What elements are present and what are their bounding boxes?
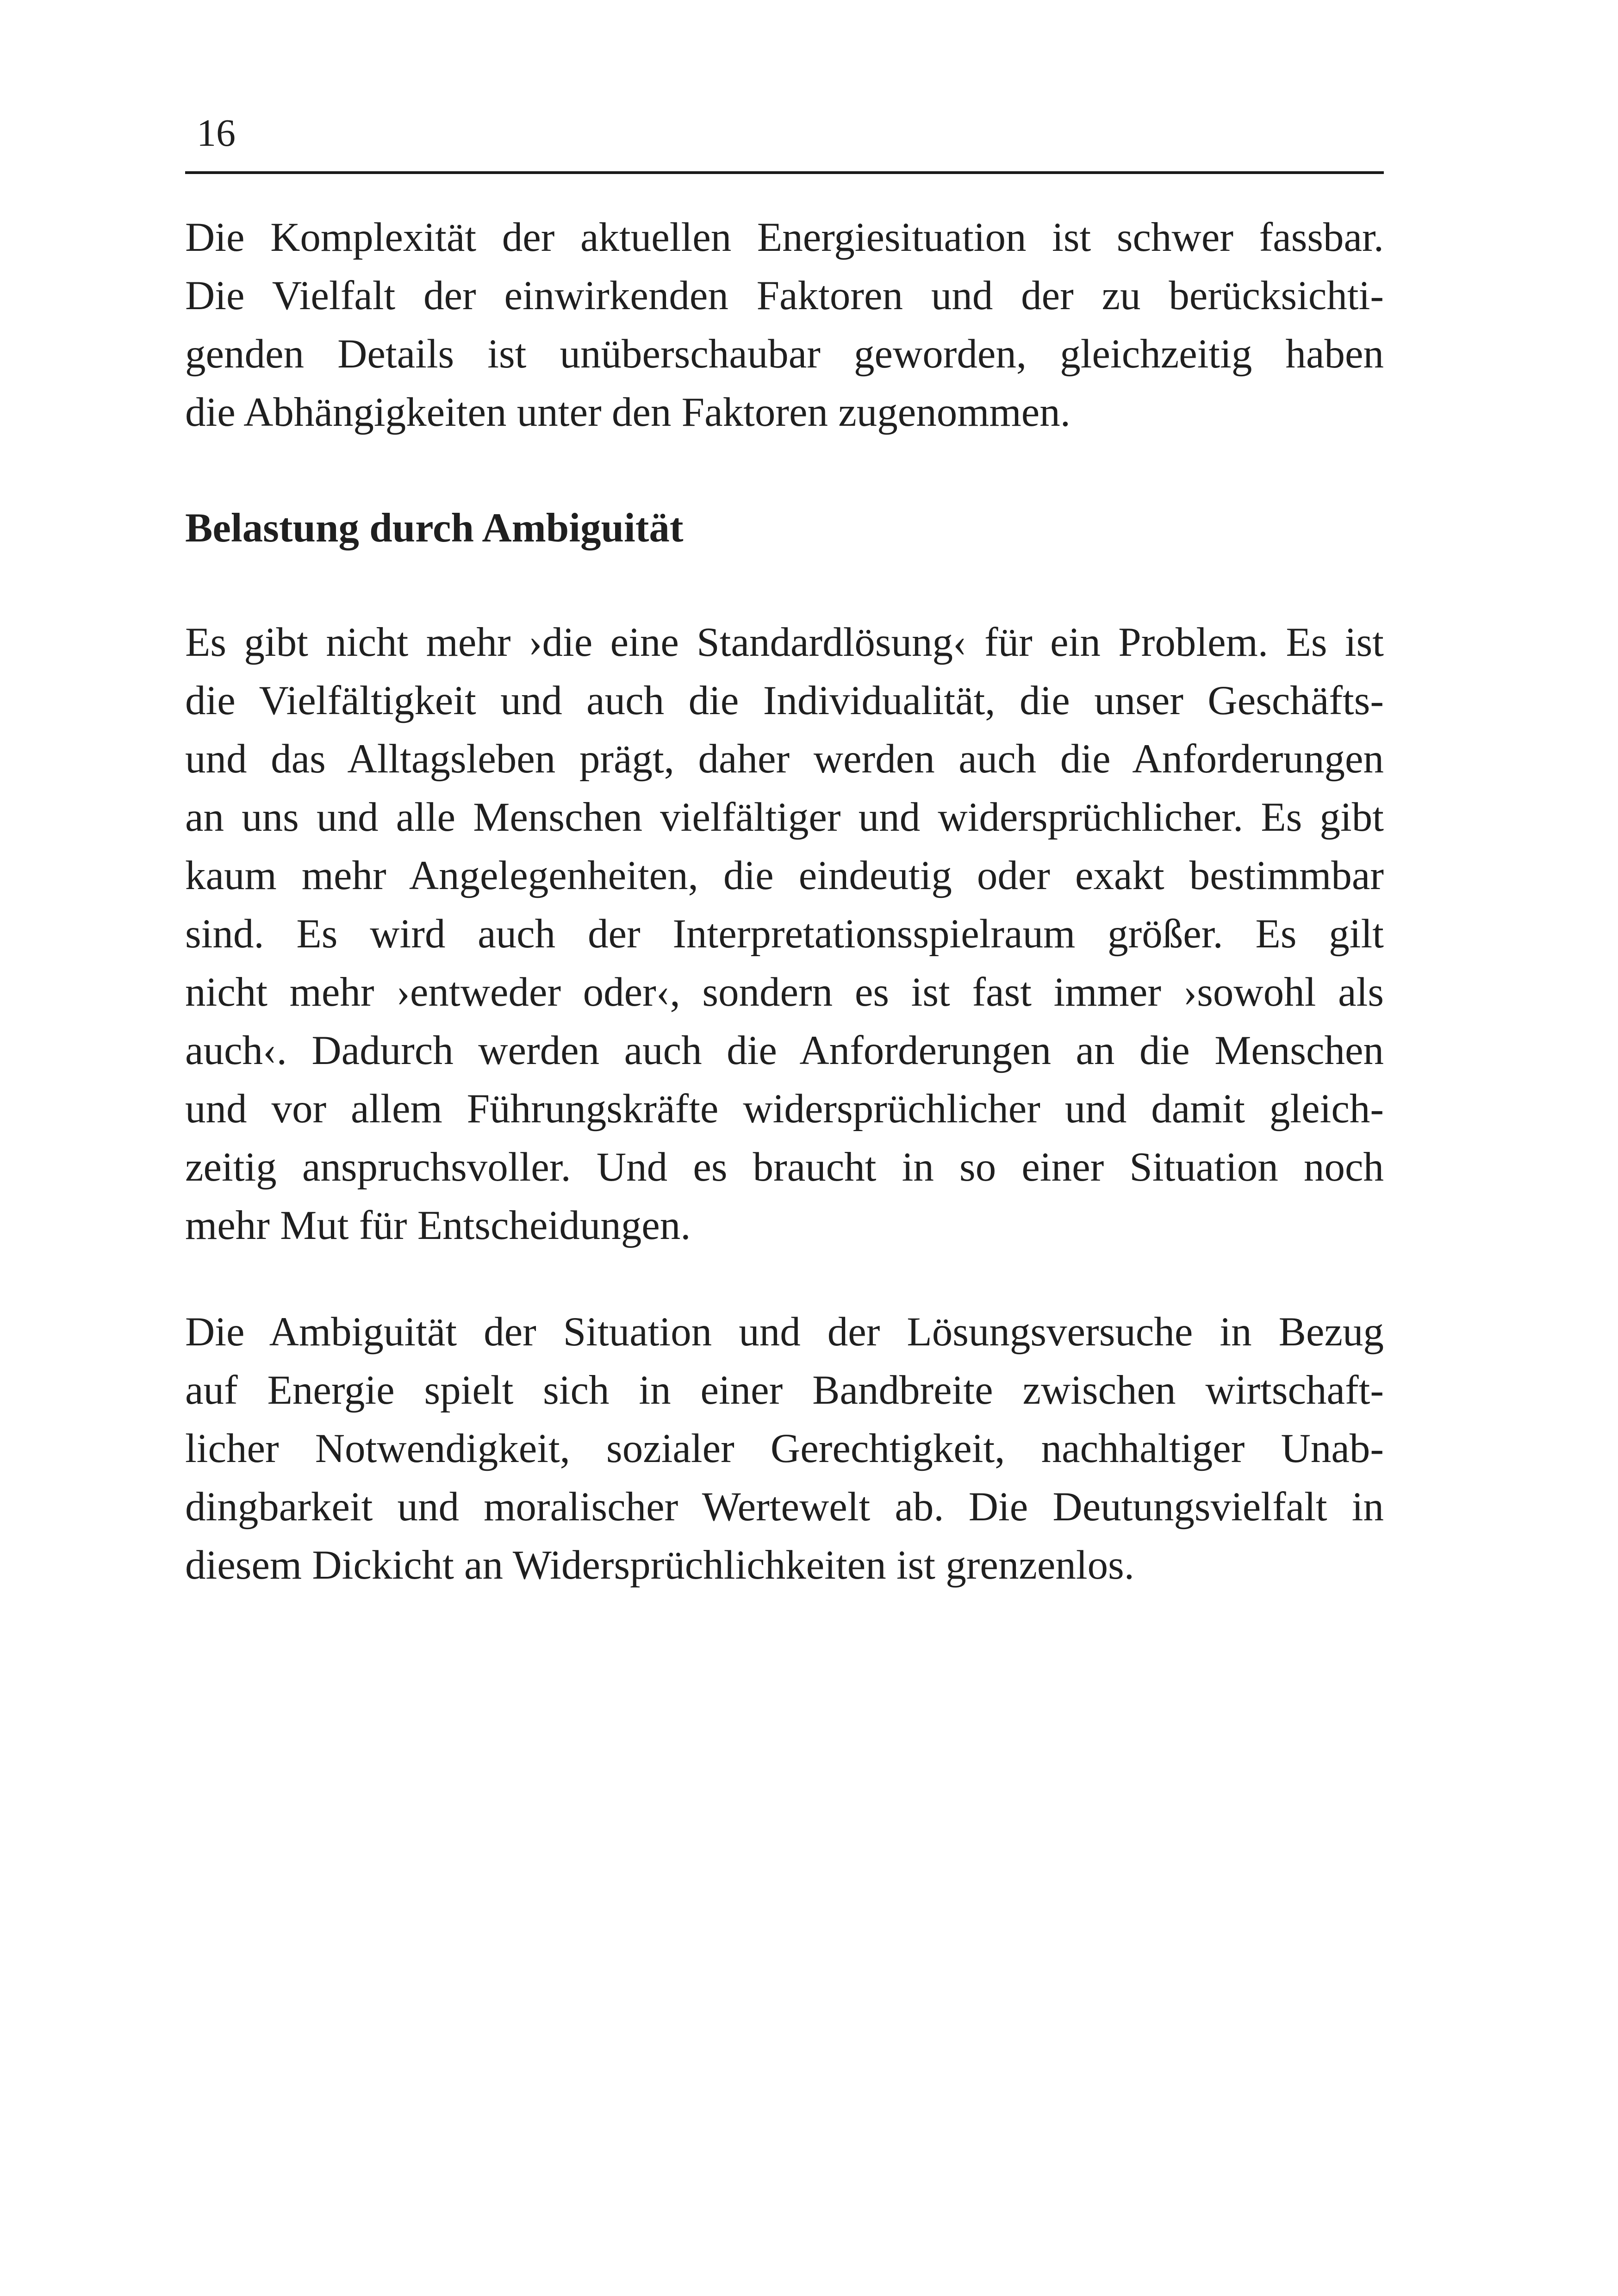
paragraph-line: dingbarkeit und moralischer Wertewelt ab. Die Deutungsvielfalt in: [185, 1484, 1384, 1530]
paragraph-line: diesem Dickicht an Widersprüchlichkeiten ist grenzenlos.: [185, 1543, 1135, 1588]
paragraph-3: [185, 1303, 1384, 1594]
paragraph-line: kaum mehr Angelegenheiten, die eindeutig oder exakt bestimmbar: [185, 853, 1384, 898]
paragraph-line: genden Details ist unüberschaubar geworden, gleichzeitig haben: [185, 331, 1384, 377]
paragraph-2: [185, 613, 1384, 1255]
paragraph-line: auf Energie spielt sich in einer Bandbreite zwischen wirtschaft-: [185, 1368, 1384, 1413]
paragraph-line: sind. Es wird auch der Interpretationsspielraum größer. Es gilt: [185, 911, 1384, 957]
page-number: 16: [197, 112, 236, 155]
paragraph-line: Die Vielfalt der einwirkenden Faktoren und der zu berücksichti-: [185, 273, 1384, 318]
paragraph-line: und vor allem Führungskräfte widersprüchlicher und damit gleich-: [185, 1086, 1384, 1132]
paragraph-line: die Vielfältigkeit und auch die Individualität, die unser Geschäfts-: [185, 678, 1384, 723]
section-heading: Belastung durch Ambiguität: [185, 505, 684, 551]
paragraph-line: licher Notwendigkeit, sozialer Gerechtigkeit, nachhaltiger Unab-: [185, 1426, 1384, 1471]
header-rule: [185, 171, 1384, 174]
paragraph-line: auch‹. Dadurch werden auch die Anforderungen an die Menschen: [185, 1028, 1384, 1073]
paragraph-1: [185, 208, 1384, 442]
paragraph-line: Die Ambiguität der Situation und der Lösungsversuche in Bezug: [185, 1309, 1384, 1355]
paragraph-line: Die Komplexität der aktuellen Energiesituation ist schwer fassbar.: [185, 215, 1384, 260]
paragraph-line: an uns und alle Menschen vielfältiger und widersprüchlicher. Es gibt: [185, 795, 1384, 840]
paragraph-line: Es gibt nicht mehr ›die eine Standardlösung‹ für ein Problem. Es ist: [185, 620, 1384, 665]
paragraph-line: nicht mehr ›entweder oder‹, sondern es ist fast immer ›sowohl als: [185, 970, 1384, 1015]
paragraph-line: mehr Mut für Entscheidungen.: [185, 1203, 691, 1248]
paragraph-line: die Abhängigkeiten unter den Faktoren zugenommen.: [185, 390, 1070, 435]
paragraph-line: zeitig anspruchsvoller. Und es braucht in so einer Situation noch: [185, 1145, 1384, 1190]
paragraph-line: und das Alltagsleben prägt, daher werden auch die Anforderungen: [185, 736, 1384, 782]
